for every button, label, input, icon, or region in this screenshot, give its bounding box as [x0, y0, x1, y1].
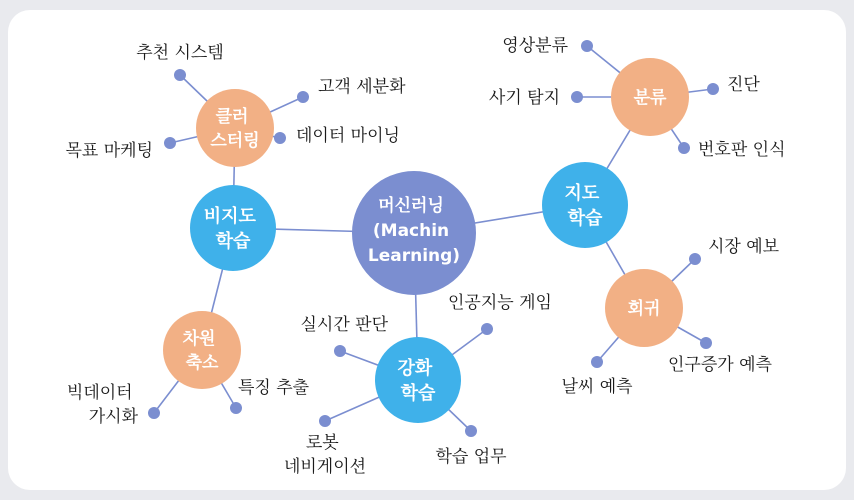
- leaf-dot: [481, 323, 493, 335]
- leaf-label-diagnosis: 진단: [727, 75, 760, 95]
- leaf-label-robot-navigation: 로봇 네비게이션: [283, 433, 367, 477]
- branch-node-unsupervised: [190, 185, 276, 271]
- branch-label-supervised: 지도 학습: [564, 183, 603, 229]
- sub-label-clustering: 클러 스터링: [210, 107, 260, 151]
- leaf-label-customer-segmentation: 고객 세분화: [318, 77, 406, 97]
- center-node-machine-learning: [352, 171, 476, 295]
- leaf-dot: [164, 137, 176, 149]
- leaf-label-real-time-decision: 실시간 판단: [300, 315, 388, 335]
- sub-node-regression: [605, 269, 683, 347]
- sub-label-regression: 회귀: [627, 299, 661, 319]
- leaf-dot: [148, 407, 160, 419]
- sub-label-classification: 분류: [633, 88, 667, 108]
- leaf-dot: [274, 132, 286, 144]
- leaf-label-target-marketing: 목표 마케팅: [65, 141, 153, 161]
- leaf-label-weather-forecast: 날씨 예측: [561, 377, 633, 397]
- leaf-dot: [707, 83, 719, 95]
- branch-label-unsupervised: 비지도 학습: [203, 206, 256, 252]
- leaf-dot: [700, 337, 712, 349]
- leaf-dot: [297, 91, 309, 103]
- sub-label-dim-reduction: 차원 축소: [182, 329, 219, 373]
- sub-node-classification: [611, 58, 689, 136]
- center-node-label: 머신러닝 (Machin Learning): [367, 196, 461, 266]
- leaf-label-learning-task: 학습 업무: [435, 447, 507, 467]
- leaf-label-big-data-visualization: 빅데이터 가시화: [66, 383, 138, 427]
- leaf-dot: [571, 91, 583, 103]
- leaf-dot: [230, 402, 242, 414]
- leaf-label-fraud-detection: 사기 탐지: [488, 88, 560, 108]
- leaf-dot: [581, 40, 593, 52]
- leaf-dot: [465, 425, 477, 437]
- leaf-dot: [334, 345, 346, 357]
- leaf-dot: [689, 253, 701, 265]
- sub-node-clustering: [196, 89, 274, 167]
- leaf-dot: [678, 142, 690, 154]
- leaf-dot: [591, 356, 603, 368]
- leaf-label-license-plate: 번호판 인식: [698, 140, 786, 160]
- branch-node-reinforcement: [375, 337, 461, 423]
- leaf-dot: [319, 415, 331, 427]
- branch-node-supervised: [542, 162, 628, 248]
- leaf-label-population-forecast: 인구증가 예측: [668, 355, 772, 375]
- sub-node-dim-reduction: [163, 311, 241, 389]
- leaf-label-image-classification: 영상분류: [502, 36, 568, 56]
- branch-label-reinforcement: 강화 학습: [397, 358, 436, 404]
- leaf-dot: [174, 69, 186, 81]
- leaf-label-data-mining: 데이터 마이닝: [296, 126, 400, 146]
- leaf-label-feature-extraction: 특징 추출: [238, 378, 310, 398]
- leaf-label-ai-game: 인공지능 게임: [448, 293, 552, 313]
- leaf-label-recommendation: 추천 시스템: [136, 43, 224, 63]
- leaf-label-market-forecast: 시장 예보: [708, 237, 780, 257]
